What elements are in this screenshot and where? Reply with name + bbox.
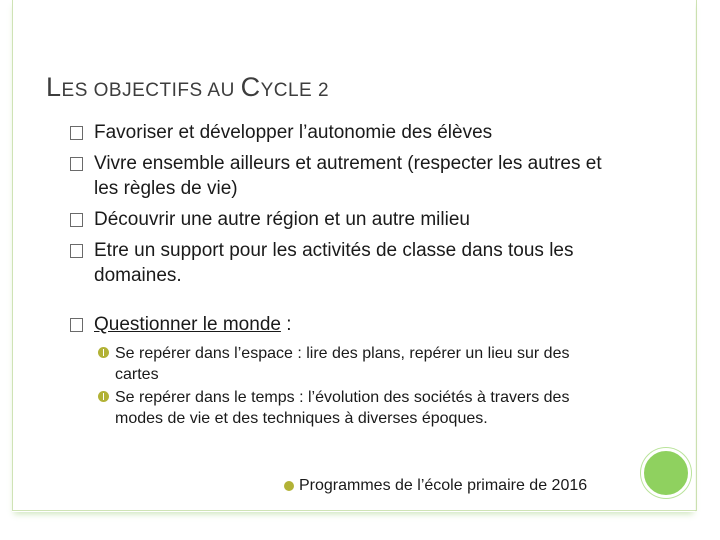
round-bullet-icon (98, 391, 109, 402)
checkbox-bullet-icon (70, 157, 83, 171)
round-bullet-icon (98, 347, 109, 358)
checkbox-bullet-icon (70, 126, 83, 140)
sub-bullet-item: Se repérer dans l’espace : lire des plans, repérer un lieu sur des cartes (96, 343, 596, 385)
sub-bullet-item: Se repérer dans le temps : l’évolution des sociétés à travers des modes de vie et des techniques à diverses époques. (96, 387, 596, 429)
sub-bullet-list (96, 343, 596, 429)
decorative-green-circle (641, 448, 691, 498)
questionner-link: Questionner le monde (94, 314, 281, 335)
bullet-item: Découvrir une autre région et un autre milieu (70, 207, 630, 232)
bullet-item-questionner: Questionner le monde : (70, 312, 630, 337)
checkbox-bullet-icon (70, 318, 83, 332)
checkbox-bullet-icon (70, 244, 83, 258)
checkbox-bullet-icon (70, 213, 83, 227)
bullet-item: Vivre ensemble ailleurs et autrement (respecter les autres et les règles de vie) (70, 151, 630, 201)
bullet-item: Favoriser et développer l’autonomie des élèves (70, 120, 630, 145)
source-note: Programmes de l’école primaire de 2016 (284, 476, 587, 496)
bullet-item: Etre un support pour les activités de classe dans tous les domaines. (70, 238, 630, 288)
slide-title: LES OBJECTIFS AU CYCLE 2 (46, 72, 330, 102)
bullet-list (70, 120, 630, 431)
round-bullet-icon (284, 481, 294, 491)
